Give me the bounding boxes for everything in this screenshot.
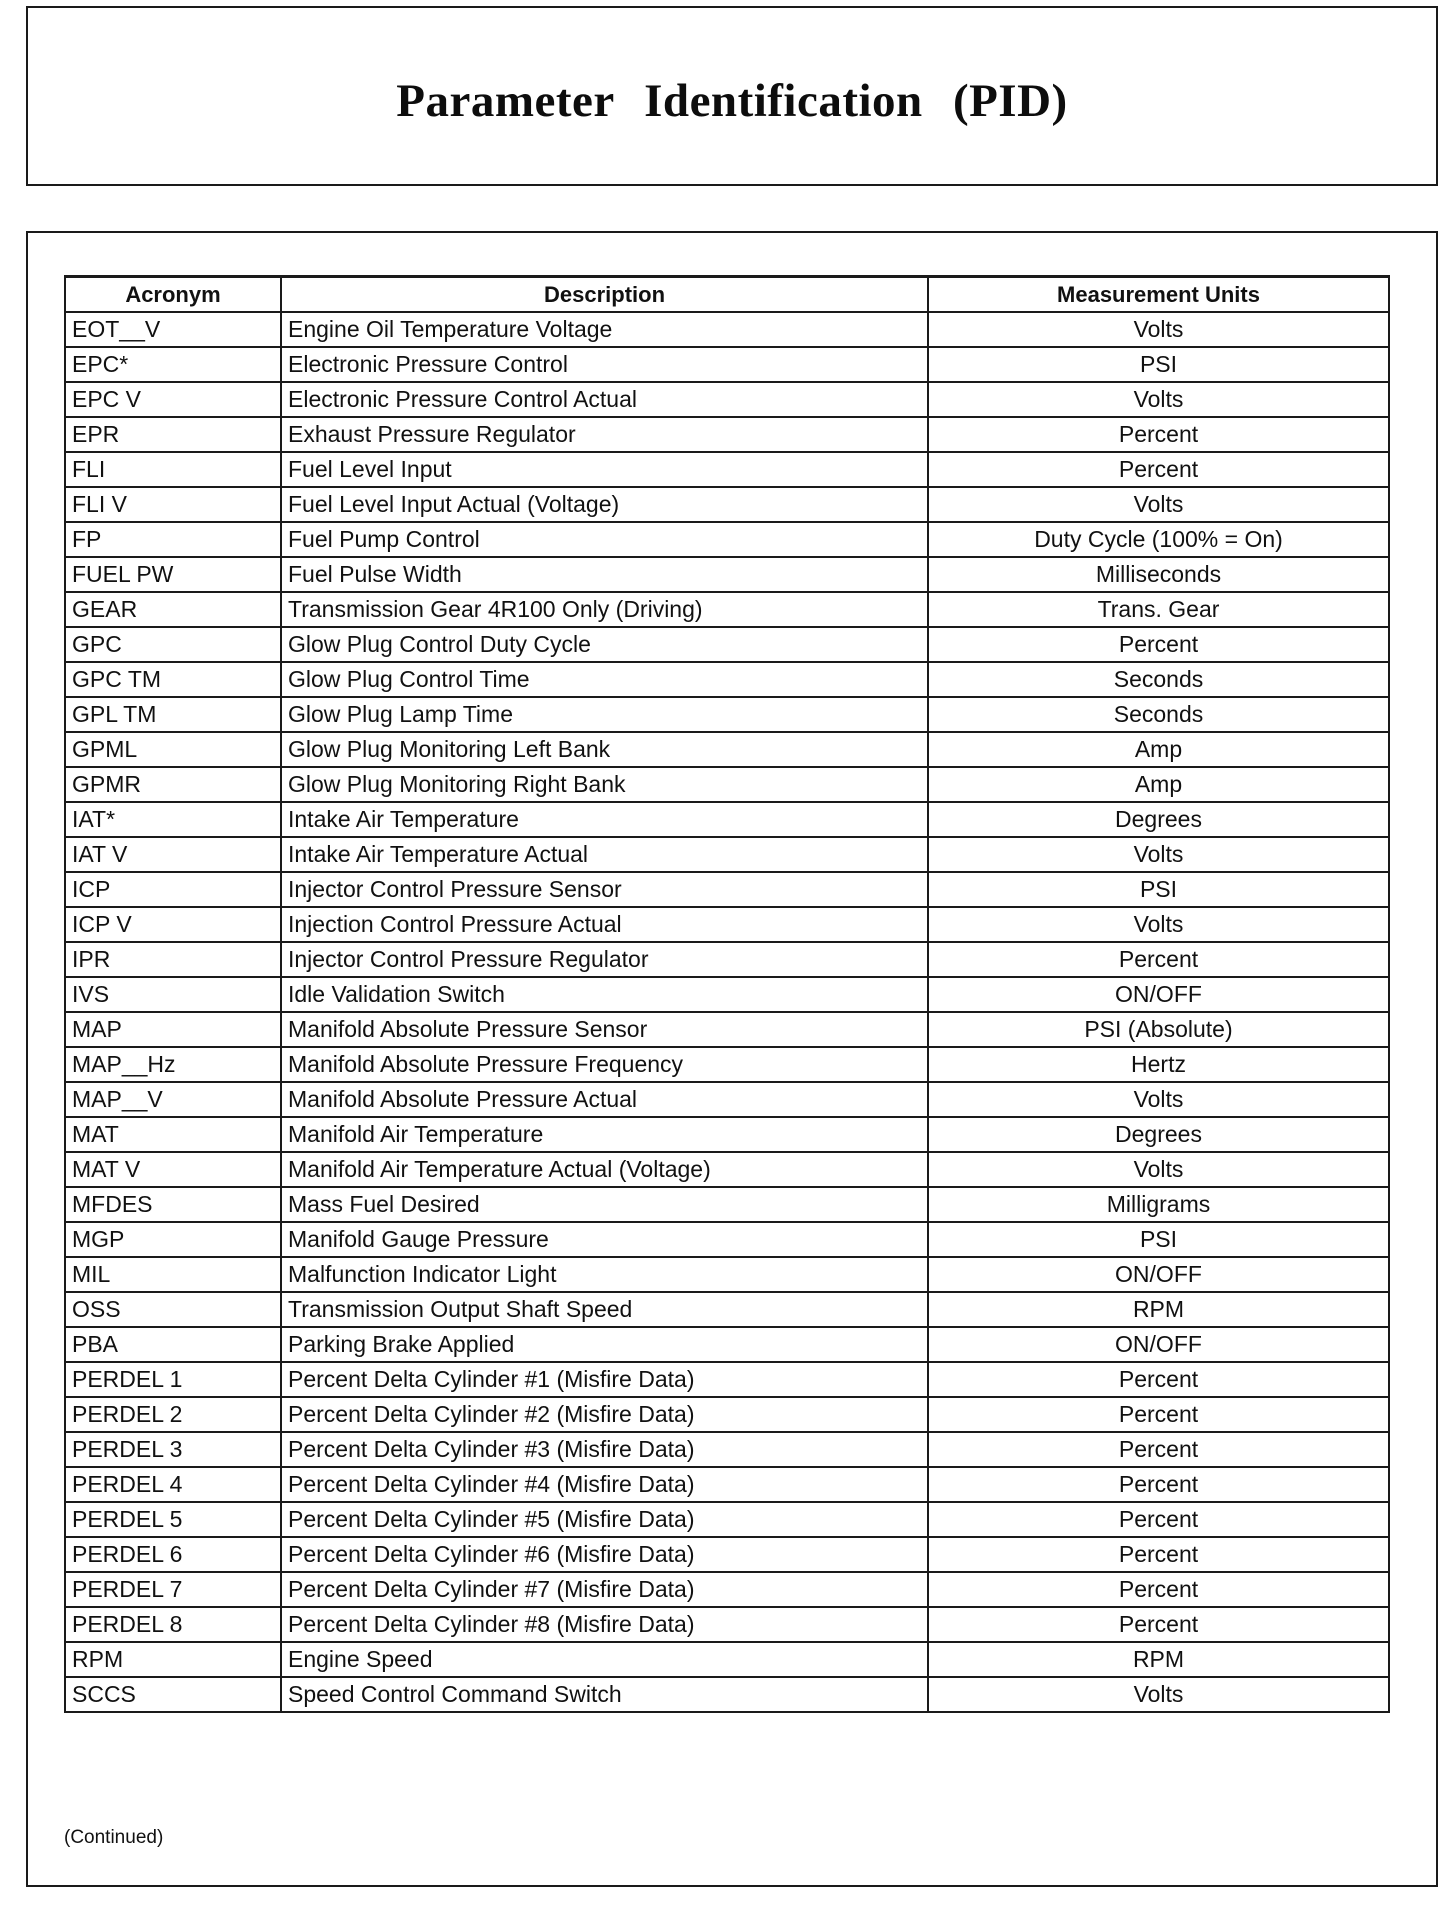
cell-description: Parking Brake Applied xyxy=(281,1327,928,1362)
page-title: Parameter Identification (PID) xyxy=(396,75,1068,127)
table-row xyxy=(65,802,1389,837)
cell-acronym: PBA xyxy=(65,1327,281,1362)
cell-acronym: MAT xyxy=(65,1117,281,1152)
cell-acronym: MAP__V xyxy=(65,1082,281,1117)
cell-acronym: GPMR xyxy=(65,767,281,802)
cell-units: Volts xyxy=(928,1677,1389,1712)
cell-units: Volts xyxy=(928,312,1389,347)
cell-acronym: MGP xyxy=(65,1222,281,1257)
table-row xyxy=(65,662,1389,697)
cell-units: Degrees xyxy=(928,1117,1389,1152)
cell-units: Percent xyxy=(928,1362,1389,1397)
cell-units: Percent xyxy=(928,627,1389,662)
cell-acronym: IAT V xyxy=(65,837,281,872)
cell-units: Percent xyxy=(928,452,1389,487)
cell-description: Idle Validation Switch xyxy=(281,977,928,1012)
cell-acronym: FLI V xyxy=(65,487,281,522)
cell-acronym: FUEL PW xyxy=(65,557,281,592)
table-row xyxy=(65,1502,1389,1537)
cell-description: Glow Plug Lamp Time xyxy=(281,697,928,732)
cell-units: RPM xyxy=(928,1642,1389,1677)
cell-description: Glow Plug Monitoring Right Bank xyxy=(281,767,928,802)
cell-acronym: IPR xyxy=(65,942,281,977)
cell-acronym: MAP__Hz xyxy=(65,1047,281,1082)
cell-units: Milligrams xyxy=(928,1187,1389,1222)
cell-acronym: IVS xyxy=(65,977,281,1012)
cell-acronym: PERDEL 7 xyxy=(65,1572,281,1607)
cell-units: Amp xyxy=(928,732,1389,767)
cell-description: Percent Delta Cylinder #3 (Misfire Data) xyxy=(281,1432,928,1467)
table-row xyxy=(65,1677,1389,1712)
table-row xyxy=(65,1222,1389,1257)
table-row xyxy=(65,347,1389,382)
cell-description: Manifold Air Temperature xyxy=(281,1117,928,1152)
cell-acronym: EPC* xyxy=(65,347,281,382)
cell-description: Manifold Absolute Pressure Actual xyxy=(281,1082,928,1117)
cell-units: Degrees xyxy=(928,802,1389,837)
table-row xyxy=(65,417,1389,452)
cell-description: Injector Control Pressure Sensor xyxy=(281,872,928,907)
cell-acronym: PERDEL 8 xyxy=(65,1607,281,1642)
cell-description: Transmission Output Shaft Speed xyxy=(281,1292,928,1327)
cell-description: Manifold Air Temperature Actual (Voltage) xyxy=(281,1152,928,1187)
cell-description: Malfunction Indicator Light xyxy=(281,1257,928,1292)
cell-description: Percent Delta Cylinder #4 (Misfire Data) xyxy=(281,1467,928,1502)
table-row xyxy=(65,1397,1389,1432)
cell-units: Volts xyxy=(928,1082,1389,1117)
cell-acronym: FP xyxy=(65,522,281,557)
cell-acronym: GPC xyxy=(65,627,281,662)
table-row xyxy=(65,837,1389,872)
cell-acronym: ICP xyxy=(65,872,281,907)
header-units: Measurement Units xyxy=(928,277,1389,313)
cell-acronym: GEAR xyxy=(65,592,281,627)
cell-units: Percent xyxy=(928,1467,1389,1502)
table-row xyxy=(65,977,1389,1012)
table-row xyxy=(65,557,1389,592)
cell-description: Manifold Absolute Pressure Frequency xyxy=(281,1047,928,1082)
cell-description: Manifold Absolute Pressure Sensor xyxy=(281,1012,928,1047)
table-row xyxy=(65,522,1389,557)
cell-acronym: EPR xyxy=(65,417,281,452)
cell-acronym: MIL xyxy=(65,1257,281,1292)
table-row xyxy=(65,1607,1389,1642)
header-acronym: Acronym xyxy=(65,277,281,313)
content-box xyxy=(26,231,1438,1887)
cell-units: Percent xyxy=(928,1572,1389,1607)
cell-units: PSI xyxy=(928,347,1389,382)
cell-description: Glow Plug Control Time xyxy=(281,662,928,697)
cell-acronym: MFDES xyxy=(65,1187,281,1222)
cell-acronym: GPC TM xyxy=(65,662,281,697)
table-row xyxy=(65,1012,1389,1047)
table-header-row xyxy=(65,277,1389,313)
cell-units: Percent xyxy=(928,1607,1389,1642)
cell-description: Electronic Pressure Control Actual xyxy=(281,382,928,417)
table-row xyxy=(65,1152,1389,1187)
table-row xyxy=(65,1082,1389,1117)
cell-description: Electronic Pressure Control xyxy=(281,347,928,382)
cell-acronym: RPM xyxy=(65,1642,281,1677)
cell-description: Exhaust Pressure Regulator xyxy=(281,417,928,452)
cell-description: Fuel Level Input xyxy=(281,452,928,487)
cell-units: Trans. Gear xyxy=(928,592,1389,627)
cell-acronym: EOT__V xyxy=(65,312,281,347)
cell-description: Percent Delta Cylinder #5 (Misfire Data) xyxy=(281,1502,928,1537)
cell-description: Percent Delta Cylinder #7 (Misfire Data) xyxy=(281,1572,928,1607)
table-row xyxy=(65,1572,1389,1607)
table-row xyxy=(65,592,1389,627)
cell-description: Injection Control Pressure Actual xyxy=(281,907,928,942)
cell-acronym: ICP V xyxy=(65,907,281,942)
cell-description: Intake Air Temperature xyxy=(281,802,928,837)
cell-description: Mass Fuel Desired xyxy=(281,1187,928,1222)
cell-units: RPM xyxy=(928,1292,1389,1327)
cell-units: Volts xyxy=(928,907,1389,942)
cell-acronym: PERDEL 6 xyxy=(65,1537,281,1572)
table-row xyxy=(65,732,1389,767)
cell-units: Volts xyxy=(928,487,1389,522)
cell-description: Fuel Level Input Actual (Voltage) xyxy=(281,487,928,522)
cell-description: Percent Delta Cylinder #2 (Misfire Data) xyxy=(281,1397,928,1432)
table-row xyxy=(65,1292,1389,1327)
cell-units: Percent xyxy=(928,417,1389,452)
table-row xyxy=(65,1257,1389,1292)
cell-units: Amp xyxy=(928,767,1389,802)
table-row xyxy=(65,942,1389,977)
cell-acronym: GPML xyxy=(65,732,281,767)
cell-description: Transmission Gear 4R100 Only (Driving) xyxy=(281,592,928,627)
cell-description: Engine Oil Temperature Voltage xyxy=(281,312,928,347)
cell-acronym: SCCS xyxy=(65,1677,281,1712)
cell-units: PSI xyxy=(928,1222,1389,1257)
table-row xyxy=(65,487,1389,522)
cell-acronym: EPC V xyxy=(65,382,281,417)
cell-acronym: OSS xyxy=(65,1292,281,1327)
cell-units: ON/OFF xyxy=(928,1327,1389,1362)
cell-units: Percent xyxy=(928,1432,1389,1467)
cell-units: Percent xyxy=(928,1502,1389,1537)
cell-acronym: PERDEL 1 xyxy=(65,1362,281,1397)
cell-description: Manifold Gauge Pressure xyxy=(281,1222,928,1257)
table-row xyxy=(65,872,1389,907)
title-box xyxy=(26,6,1438,186)
cell-description: Injector Control Pressure Regulator xyxy=(281,942,928,977)
cell-description: Fuel Pump Control xyxy=(281,522,928,557)
cell-description: Percent Delta Cylinder #8 (Misfire Data) xyxy=(281,1607,928,1642)
cell-description: Percent Delta Cylinder #6 (Misfire Data) xyxy=(281,1537,928,1572)
cell-description: Fuel Pulse Width xyxy=(281,557,928,592)
cell-acronym: PERDEL 3 xyxy=(65,1432,281,1467)
cell-acronym: GPL TM xyxy=(65,697,281,732)
cell-units: ON/OFF xyxy=(928,1257,1389,1292)
cell-units: Seconds xyxy=(928,697,1389,732)
cell-units: PSI (Absolute) xyxy=(928,1012,1389,1047)
cell-acronym: PERDEL 4 xyxy=(65,1467,281,1502)
table-row xyxy=(65,627,1389,662)
table-row xyxy=(65,1642,1389,1677)
cell-units: Hertz xyxy=(928,1047,1389,1082)
cell-units: Milliseconds xyxy=(928,557,1389,592)
cell-description: Glow Plug Control Duty Cycle xyxy=(281,627,928,662)
table-row xyxy=(65,382,1389,417)
table-row xyxy=(65,1537,1389,1572)
pid-table xyxy=(64,275,1390,1713)
table-row xyxy=(65,452,1389,487)
header-description: Description xyxy=(281,277,928,313)
table-row xyxy=(65,697,1389,732)
cell-units: Percent xyxy=(928,942,1389,977)
table-row xyxy=(65,1432,1389,1467)
cell-units: Seconds xyxy=(928,662,1389,697)
cell-acronym: PERDEL 5 xyxy=(65,1502,281,1537)
table-row xyxy=(65,1047,1389,1082)
cell-acronym: FLI xyxy=(65,452,281,487)
cell-acronym: PERDEL 2 xyxy=(65,1397,281,1432)
cell-units: Volts xyxy=(928,382,1389,417)
table-row xyxy=(65,767,1389,802)
continued-note: (Continued) xyxy=(64,1827,164,1848)
cell-units: Duty Cycle (100% = On) xyxy=(928,522,1389,557)
table-row xyxy=(65,312,1389,347)
cell-description: Glow Plug Monitoring Left Bank xyxy=(281,732,928,767)
cell-description: Intake Air Temperature Actual xyxy=(281,837,928,872)
table-row xyxy=(65,1187,1389,1222)
cell-acronym: IAT* xyxy=(65,802,281,837)
cell-units: Volts xyxy=(928,1152,1389,1187)
table-row xyxy=(65,1362,1389,1397)
cell-units: Percent xyxy=(928,1397,1389,1432)
table-row xyxy=(65,1327,1389,1362)
table-row xyxy=(65,907,1389,942)
cell-units: Volts xyxy=(928,837,1389,872)
cell-description: Engine Speed xyxy=(281,1642,928,1677)
cell-acronym: MAT V xyxy=(65,1152,281,1187)
cell-units: Percent xyxy=(928,1537,1389,1572)
cell-description: Percent Delta Cylinder #1 (Misfire Data) xyxy=(281,1362,928,1397)
table-body xyxy=(65,312,1389,1712)
table-row xyxy=(65,1467,1389,1502)
cell-units: PSI xyxy=(928,872,1389,907)
cell-acronym: MAP xyxy=(65,1012,281,1047)
cell-units: ON/OFF xyxy=(928,977,1389,1012)
table-row xyxy=(65,1117,1389,1152)
cell-description: Speed Control Command Switch xyxy=(281,1677,928,1712)
